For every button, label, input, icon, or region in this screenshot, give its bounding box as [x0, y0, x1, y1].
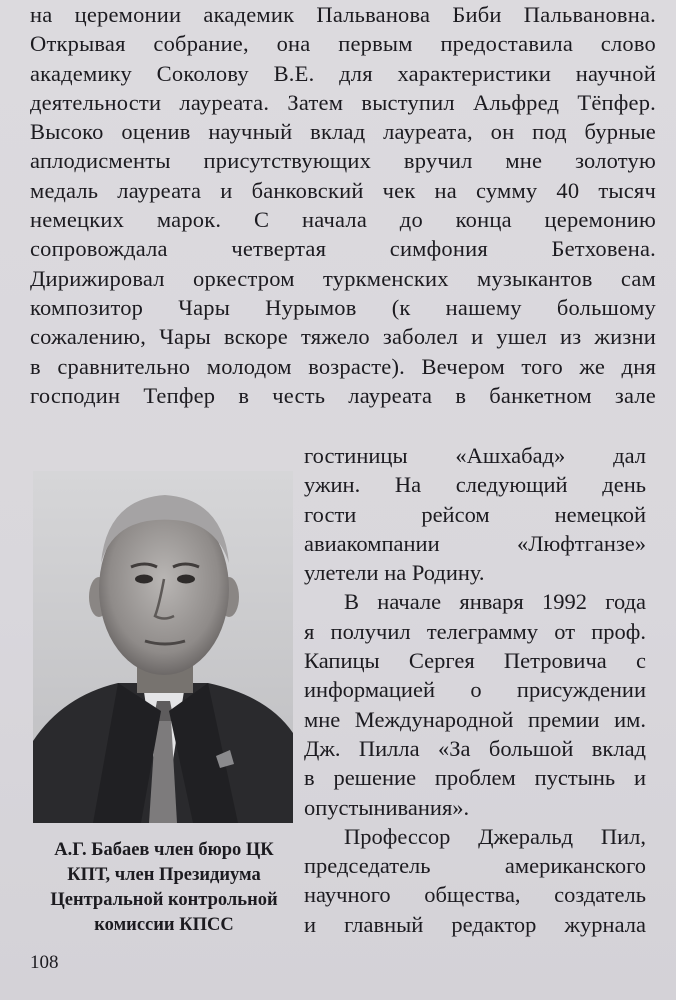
text-line: авиакомпании «Люфтганзе» [304, 530, 646, 556]
text-line: аплодисменты присутствующих вручил мне золотую [30, 148, 656, 174]
caption-line: комиссии КПСС [94, 915, 234, 935]
text-line: гостиницы «Ашхабад» дал [304, 443, 646, 468]
text-line: немецких марок. С начала до конца церемонию [30, 207, 656, 233]
text-line: академику Соколову В.Е. для характеристики научной [30, 60, 656, 86]
page-number: 108 [30, 952, 59, 973]
text-line: сопровождала четвертая симфония Бетховена. [30, 236, 656, 262]
photo-caption [28, 838, 300, 938]
text-line: господин Тепфер в честь лауреата в банкетном зале [30, 382, 656, 408]
text-line: Капицы Сергея Петровича с [304, 648, 646, 674]
text-line: Открывая собрание, она первым предоставила слово [30, 31, 656, 57]
text-line: на церемонии академик Пальванова Биби Пальвановна. [30, 2, 656, 27]
text-line: информацией о присуждении [304, 677, 646, 703]
text-line: в решение проблем пустынь и [304, 765, 646, 791]
text-line: научного общества, создатель [304, 882, 646, 908]
text-line: ужин. На следующий день [304, 472, 646, 498]
text-line: Дж. Пилла «За большой вклад [304, 735, 646, 761]
text-line: улетели на Родину. [304, 560, 485, 586]
right-column-text [304, 441, 646, 939]
text-line: председатель американского [304, 853, 646, 879]
text-line: Дирижировал оркестром туркменских музыкантов сам [30, 265, 656, 291]
portrait-illustration [33, 471, 293, 823]
caption-line: КПТ, член Президиума [67, 865, 261, 885]
caption-line: Центральной контрольной [50, 890, 278, 910]
text-line: мне Международной премии им. [304, 706, 646, 732]
text-line: деятельности лауреата. Затем выступил Альфред Тёпфер. [30, 89, 656, 115]
text-line: гости рейсом немецкой [304, 501, 646, 527]
text-line: Профессор Джеральд Пил, [344, 823, 646, 849]
text-line: сожалению, Чары вскоре тяжело заболел и ушел из жизни [30, 324, 656, 350]
text-line: медаль лауреата и банковский чек на сумму 40 тысяч [30, 177, 656, 203]
text-line: и главный редактор журнала [304, 911, 646, 937]
text-line: в сравнительно молодом возрасте). Вечером того же дня [30, 353, 656, 379]
text-line: я получил телеграмму от проф. [304, 618, 646, 644]
caption-line: А.Г. Бабаев член бюро ЦК [54, 840, 274, 860]
portrait-photo [33, 471, 293, 823]
text-line: композитор Чары Нурымов (к нашему большому [30, 294, 656, 320]
text-line: Высоко оценив научный вклад лауреата, он под бурные [30, 119, 656, 145]
top-paragraph [30, 0, 656, 410]
text-line: В начале января 1992 года [344, 589, 646, 615]
text-line: опустынивания». [304, 794, 470, 820]
